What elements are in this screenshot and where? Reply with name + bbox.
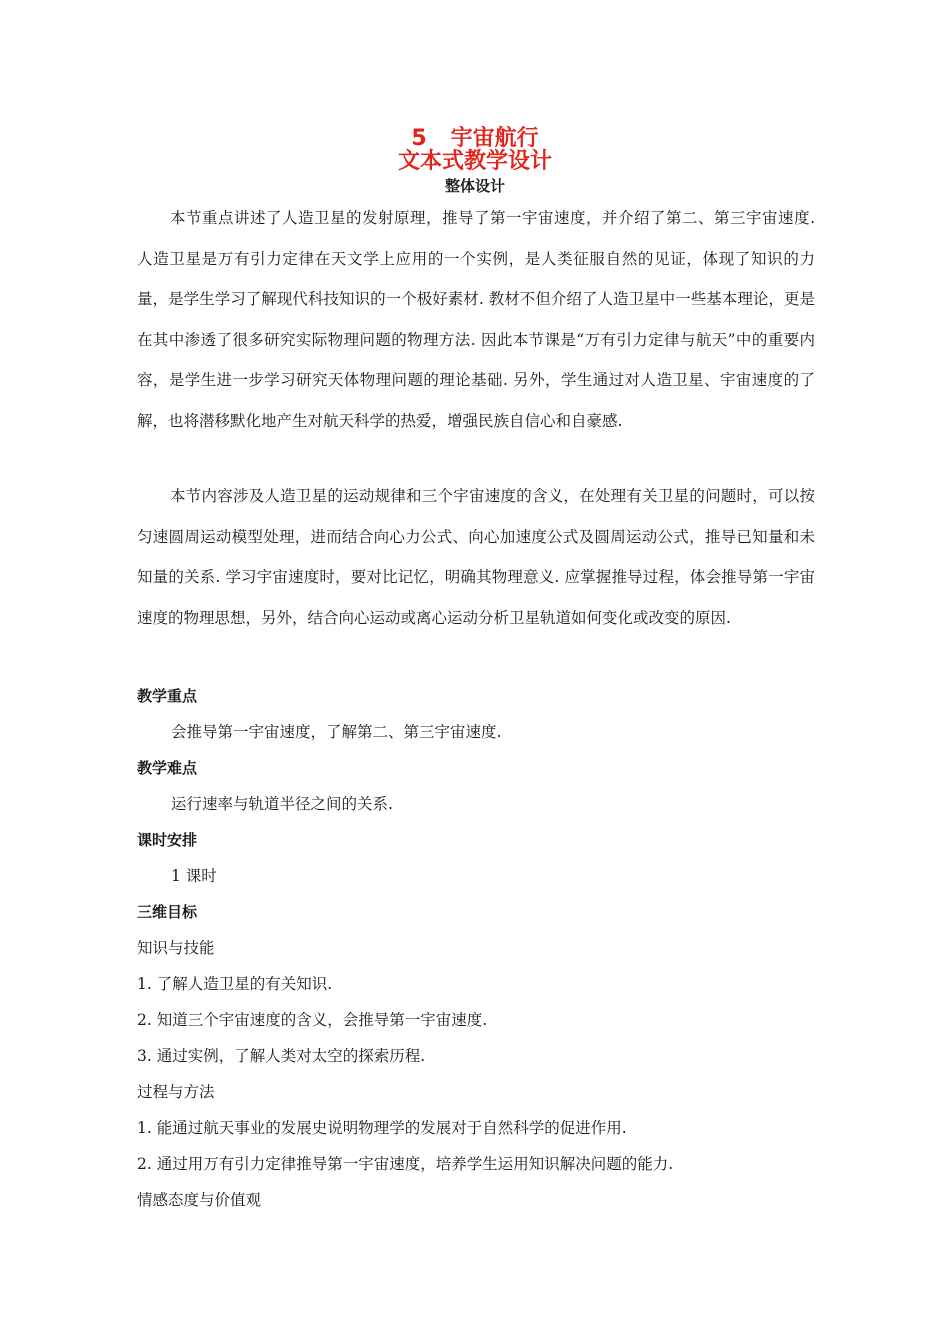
emotion-values-label: 情感态度与价值观 — [137, 1191, 262, 1209]
process-item: 1. 能通过航天事业的发展史说明物理学的发展对于自然科学的促进作用. — [137, 1119, 627, 1137]
overall-design-paragraph-2: 本节内容涉及人造卫星的运动规律和三个宇宙速度的含义，在处理有关卫星的问题时，可以按匀速圆周运动模型处理，进而结合向心力公式、向心加速度公式及圆周运动公式，推导已知量和未知量的关系. 学习宇宙速度时，要对比记忆，明确其物理意义. 应掌握推导过程，体会推导第一宇宙速度的物理思想，另外，结合向心运动或离心运动分析卫星轨道如何变化或改变的原因. — [137, 487, 815, 627]
difficulties-heading: 教学难点 — [137, 759, 198, 777]
process-methods-label: 过程与方法 — [137, 1083, 215, 1101]
process-item: 2. 通过用万有引力定律推导第一宇宙速度，培养学生运用知识解决问题的能力. — [137, 1155, 674, 1173]
schedule-heading: 课时安排 — [137, 831, 198, 849]
document-subtitle: 文本式教学设计 — [397, 149, 552, 174]
knowledge-item: 1. 了解人造卫星的有关知识. — [137, 975, 333, 993]
overall-design-heading: 整体设计 — [444, 177, 505, 195]
difficulties-text: 运行速率与轨道半径之间的关系. — [171, 795, 393, 813]
lesson-name: 宇宙航行 — [450, 126, 539, 151]
knowledge-item: 2. 知道三个宇宙速度的含义，会推导第一宇宙速度. — [137, 1011, 488, 1029]
key-points-text: 会推导第一宇宙速度，了解第二、第三宇宙速度. — [171, 723, 502, 741]
knowledge-item: 3. 通过实例，了解人类对太空的探索历程. — [137, 1047, 426, 1065]
schedule-text: 1 课时 — [171, 867, 217, 885]
knowledge-skills-label: 知识与技能 — [137, 939, 215, 957]
objectives-heading: 三维目标 — [137, 903, 198, 921]
lesson-number: 5 — [411, 126, 427, 151]
overall-design-paragraph-1: 本节重点讲述了人造卫星的发射原理，推导了第一宇宙速度，并介绍了第二、第三宇宙速度. 人造卫星是万有引力定律在天文学上应用的一个实例，是人类征服自然的见证，体现了知识的力量，是学生学习了解现代科技知识的一个极好素材. 教材不但介绍了人造卫星中一些基本理论，更是在其中渗透了很多研究实际物理问题的物理方法. 因此本节课是“万有引力定律与航天”中的重要内容，是学生进一步学习研究天体物理问题的理论基础. 另外，学生通过对人造卫星、宇宙速度的了解，也将潜移默化地产生对航天科学的热爱，增强民族自信心和自豪感. — [137, 209, 815, 430]
key-points-heading: 教学重点 — [137, 687, 198, 705]
